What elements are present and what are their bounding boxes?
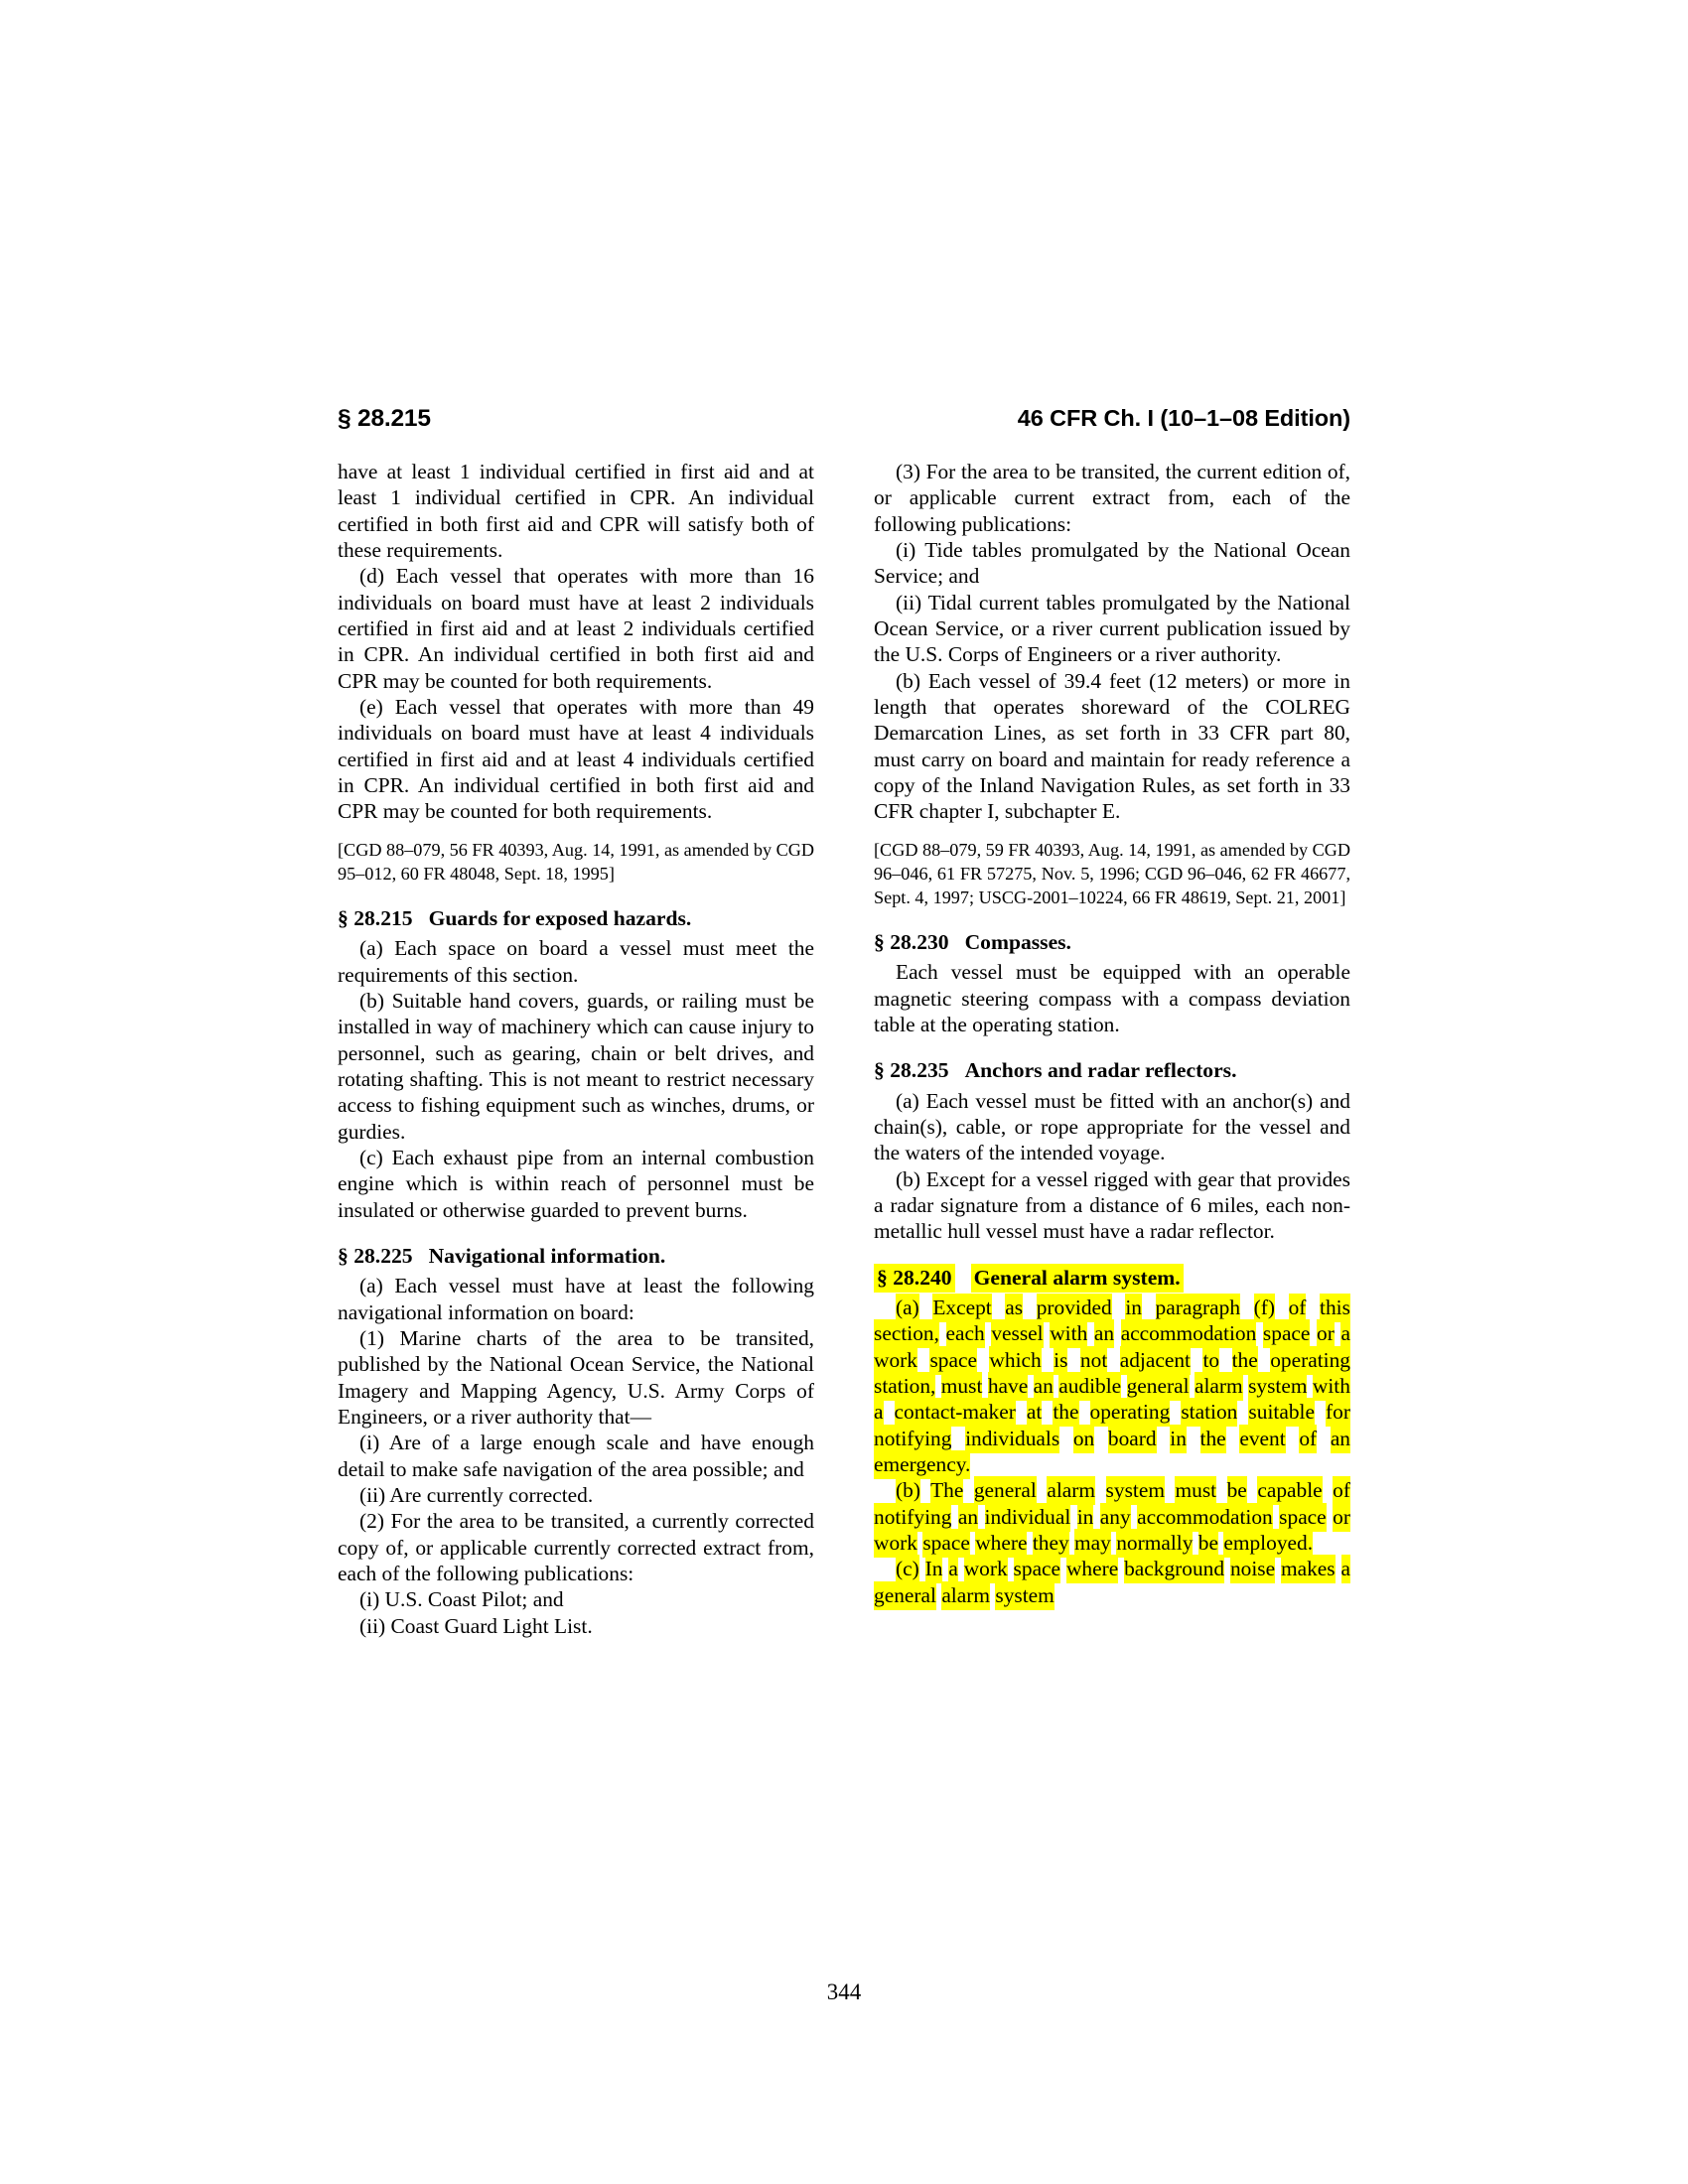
spacer xyxy=(874,1037,1350,1057)
section-28-240-paragraph-a: (a) Except as provided in paragraph (f) of this section, each vessel with an accommodation space or a work space which is not adjacent to the operating station, must have an audible general alarm system with a contact-maker at the operating station suitable for notifying individuals on board in the event of an emergency. xyxy=(874,1295,1350,1477)
spacer xyxy=(338,1223,814,1243)
section-28-225-item-2-ii: (ii) Coast Guard Light List. xyxy=(359,1613,593,1638)
section-title: Guards for exposed hazards. xyxy=(428,905,692,930)
left-column xyxy=(338,459,814,1958)
spacer xyxy=(338,825,814,838)
section-28-225-item-3-i: (i) Tide tables promulgated by the National Ocean Service; and xyxy=(874,538,1350,589)
page-number: 344 xyxy=(826,1979,862,2004)
section-heading-28-225 xyxy=(338,1243,814,1269)
section-title: Compasses. xyxy=(964,929,1071,954)
section-28-215-paragraph-a: (a) Each space on board a vessel must meet the requirements of this section. xyxy=(338,936,814,987)
section-28-225-item-3-ii: (ii) Tidal current tables promulgated by the National Ocean Service, or a river current publication issued by the U.S. Corps of Engineers or a river authority. xyxy=(874,590,1350,667)
section-28-215-paragraph-c: (c) Each exhaust pipe from an internal combustion engine which is within reach of personnel must be insulated or otherwise guarded to prevent burns. xyxy=(338,1145,814,1222)
body-columns xyxy=(338,459,1350,1958)
section-number: § 28.240 xyxy=(874,1264,955,1293)
section-title: General alarm system. xyxy=(971,1264,1184,1293)
section-number: § 28.235 xyxy=(874,1058,949,1083)
paragraph-d: (d) Each vessel that operates with more than 16 individuals on board must have at least 2 individuals certified in first aid and at least 2 individuals certified in CPR. An individual certified in both first aid and CPR may be counted for both requirements. xyxy=(338,564,814,693)
section-28-225-paragraph-b: (b) Each vessel of 39.4 feet (12 meters) or more in length that operates shoreward of the COLREG Demarcation Lines, as set forth in 33 CFR part 80, must carry on board and maintain for ready reference a copy of the Inland Navigation Rules, as set forth in 33 CFR chapter I, subchapter E. xyxy=(874,668,1350,824)
paragraph-e: (e) Each vessel that operates with more than 49 individuals on board must have at least 4 individuals certified in first aid and at least 4 individuals certified in CPR. An individual certified in both first aid and CPR may be counted for both requirements. xyxy=(338,695,814,824)
section-28-240-paragraph-c: (c) In a work space where background noise makes a general alarm system xyxy=(874,1556,1350,1608)
section-title: Navigational information. xyxy=(428,1243,666,1268)
citation-block-2: [CGD 88–079, 59 FR 40393, Aug. 14, 1991, as amended by CGD 96–046, 61 FR 57275, Nov. 5, 1996; CGD 96–046, 62 FR 46677, Sept. 4, 1997; USCG-2001–10224, 66 FR 48619, Sept. 21, 2001] xyxy=(874,839,1350,907)
section-28-225-item-1-i: (i) Are of a large enough scale and have enough detail to make safe navigation of the area possible; and xyxy=(338,1431,814,1481)
running-head xyxy=(338,405,1350,433)
section-28-225-paragraph-a: (a) Each vessel must have at least the following navigational information on board: xyxy=(338,1274,814,1324)
section-28-225-item-3: (3) For the area to be transited, the current edition of, or applicable current extract from, each of the following publications: xyxy=(874,460,1350,536)
paragraph-continued: have at least 1 individual certified in first aid and at least 1 individual certified in CPR. An individual certified in both first aid and CPR will satisfy both of these requirements. xyxy=(338,460,814,563)
section-title: Anchors and radar reflectors. xyxy=(964,1058,1237,1083)
section-28-225-item-1: (1) Marine charts of the area to be transited, published by the National Ocean Service, the National Imagery and Mapping Agency, U.S. Army Corps of Engineers, or a river authority that— xyxy=(338,1325,814,1429)
spacer xyxy=(874,1245,1350,1265)
section-number: § 28.225 xyxy=(338,1243,413,1268)
spacer xyxy=(874,909,1350,929)
section-28-225-item-2-i: (i) U.S. Coast Pilot; and xyxy=(359,1587,564,1612)
spacer xyxy=(874,825,1350,838)
section-heading-28-215 xyxy=(338,905,814,931)
section-number: § 28.215 xyxy=(338,905,413,930)
running-head-section-number: § 28.215 xyxy=(338,405,431,432)
section-heading-28-240 xyxy=(874,1265,1350,1291)
section-28-235-paragraph-b: (b) Except for a vessel rigged with gear that provides a radar signature from a distance of 6 miles, each non-metallic hull vessel must have a radar reflector. xyxy=(874,1166,1350,1244)
citation-block-1: [CGD 88–079, 56 FR 40393, Aug. 14, 1991, as amended by CGD 95–012, 60 FR 48048, Sept. 18, 1995] xyxy=(338,839,814,884)
section-heading-28-235 xyxy=(874,1057,1350,1083)
section-28-235-paragraph-a: (a) Each vessel must be fitted with an anchor(s) and chain(s), cable, or rope appropriate for the vessel and the waters of the intended voyage. xyxy=(874,1088,1350,1165)
section-28-240-paragraph-b: (b) The general alarm system must be capable of notifying an individual in any accommodation space or work space where they may normally be employed. xyxy=(874,1477,1350,1556)
section-number: § 28.230 xyxy=(874,929,949,954)
right-column xyxy=(874,459,1350,1958)
spacer xyxy=(338,886,814,905)
section-28-215-paragraph-b: (b) Suitable hand covers, guards, or railing must be installed in way of machinery which can cause injury to personnel, such as gearing, chain or belt drives, and rotating shafting. This is not meant to restrict necessary access to fishing equipment such as winches, drums, or gurdies. xyxy=(338,988,814,1144)
section-28-225-item-1-ii: (ii) Are currently corrected. xyxy=(359,1483,594,1508)
running-head-edition: 46 CFR Ch. I (10–1–08 Edition) xyxy=(1017,405,1350,431)
section-heading-28-230 xyxy=(874,929,1350,955)
section-28-230-body: Each vessel must be equipped with an operable magnetic steering compass with a compass deviation table at the operating station. xyxy=(874,960,1350,1036)
section-28-225-item-2: (2) For the area to be transited, a currently corrected copy of, or applicable currently corrected extract from, each of the following publications: xyxy=(338,1509,814,1586)
